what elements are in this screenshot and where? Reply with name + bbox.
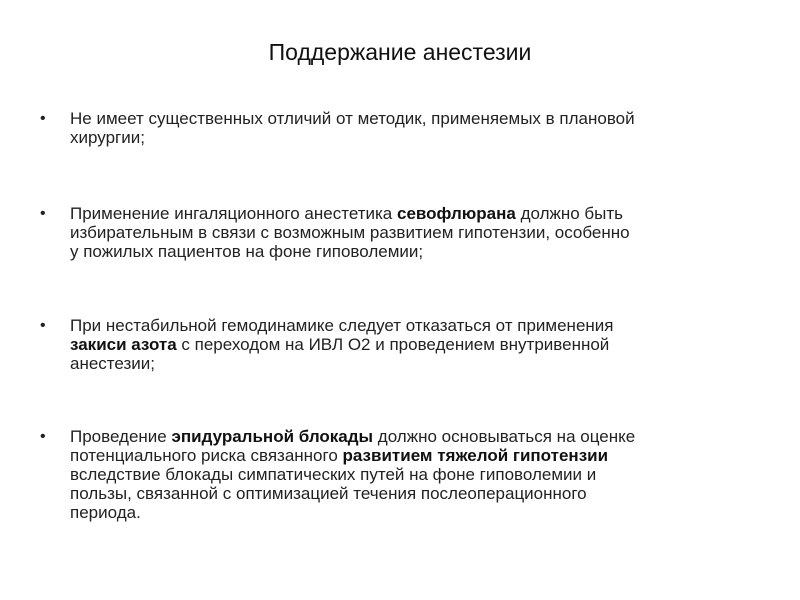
bullet-dot-icon: • [40,317,46,334]
text-segment: Применение ингаляционного анестетика [70,204,397,223]
bullet-text [70,316,750,373]
bullet-text [70,427,750,522]
bullet-dot-icon: • [40,205,46,222]
text-segment: хирургии; [70,128,145,147]
text-segment: должно быть [515,204,624,223]
text-segment: потенциального риска связанного [70,446,343,465]
bold-term: эпидуральной блокады [171,427,374,446]
text-segment: с переходом на ИВЛ О2 и проведением внутривенной [176,335,610,354]
text-segment: вследствие блокады симпатических путей на фоне гиповолемии и [70,465,597,484]
text-segment: анестезии; [70,354,155,373]
text-segment: пользы, связанной с оптимизацией течения послеоперационного [70,484,587,503]
slide-title: Поддержание анестезии [268,39,532,65]
text-segment: избирательным в связи с возможным развитием гипотензии, особенно [70,223,630,242]
bullet-text [70,204,750,261]
text-segment: Не имеет существенных отличий от методик, применяемых в плановой [70,109,635,128]
bullet-text [70,109,750,147]
bullet-dot-icon: • [40,110,46,127]
bold-term: севофлюрана [396,204,516,223]
text-segment: Проведение [70,427,172,446]
text-segment: у пожилых пациентов на фоне гиповолемии; [70,242,424,261]
text-segment: При нестабильной гемодинамике следует отказаться от применения [70,316,614,335]
bold-term: развитием тяжелой гипотензии [342,446,609,465]
text-segment: периода. [70,503,141,522]
bold-term: закиси азота [70,335,177,354]
bullet-dot-icon: • [40,428,46,445]
text-segment: должно основываться на оценке [373,427,636,446]
